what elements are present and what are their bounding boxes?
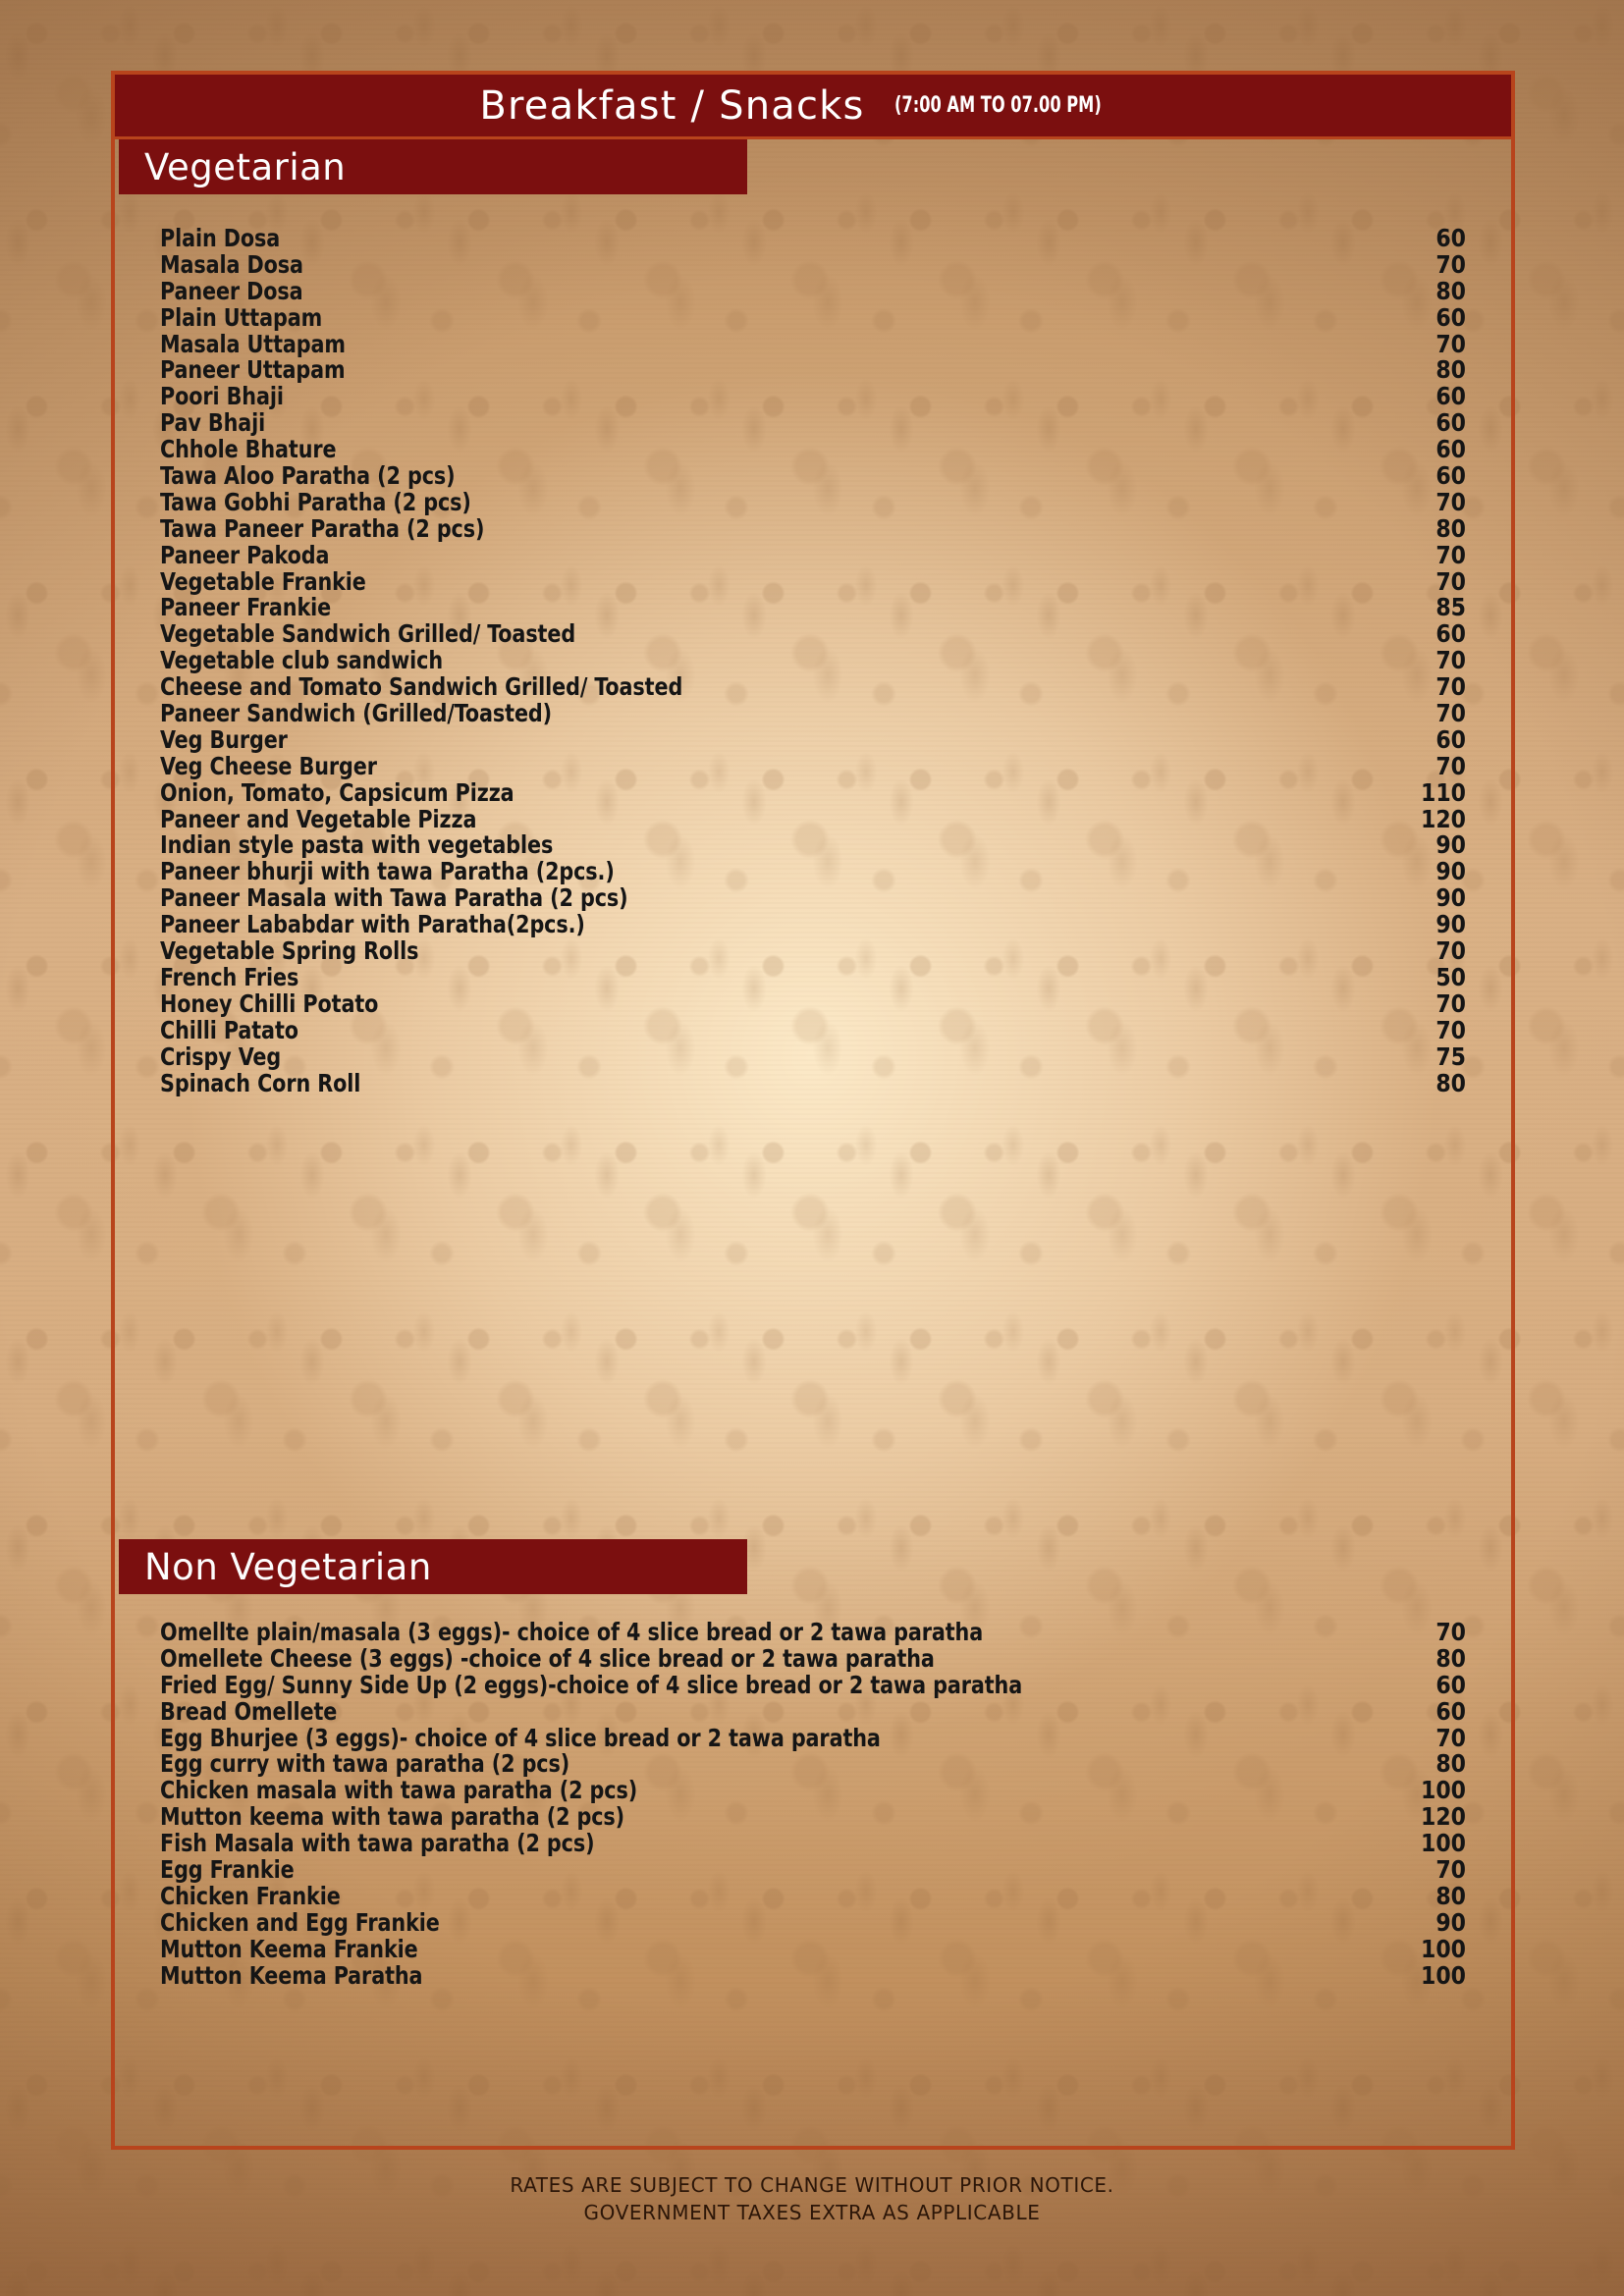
menu-item-name: Paneer Masala with Tawa Paratha (2 pcs): [160, 883, 628, 913]
menu-item-name: Vegetable club sandwich: [160, 646, 443, 675]
menu-item-name: Omellte plain/masala (3 eggs)- choice of 4 slice bread or 2 tawa paratha: [160, 1618, 984, 1646]
menu-item-price: 70: [1435, 329, 1466, 358]
menu-item-row: [160, 250, 1466, 277]
menu-item-name: Omellete Cheese (3 eggs) -choice of 4 slice bread or 2 tawa paratha: [160, 1643, 935, 1673]
menu-item-row: [160, 1618, 1466, 1644]
menu-item-price: 60: [1435, 224, 1466, 252]
menu-item-price: 70: [1435, 672, 1466, 702]
menu-item-row: [160, 1961, 1466, 1988]
menu-item-name: Fried Egg/ Sunny Side Up (2 eggs)-choice of 4 slice bread or 2 tawa paratha: [160, 1670, 1023, 1699]
menu-item-price: 60: [1435, 461, 1466, 491]
menu-item-row: [160, 1802, 1466, 1832]
menu-item-price: 100: [1420, 1829, 1466, 1858]
menu-item-row: [160, 1776, 1466, 1805]
service-hours-label: (7:00 AM TO 07.00 PM): [893, 93, 1102, 118]
menu-item-name: Chhole Bhature: [160, 435, 337, 464]
menu-item-row: [160, 1697, 1466, 1724]
menu-item-price: 70: [1435, 646, 1466, 675]
menu-item-price: 70: [1435, 1618, 1466, 1646]
menu-item-row: [160, 699, 1466, 728]
menu-item-row: [160, 408, 1466, 438]
menu-item-name: Paneer Sandwich (Grilled/Toasted): [160, 699, 553, 728]
menu-title-band: [115, 75, 1511, 139]
menu-item-price: 120: [1420, 804, 1466, 833]
menu-item-price: 80: [1435, 1749, 1466, 1779]
menu-item-name: Tawa Gobhi Paratha (2 pcs): [160, 487, 471, 516]
menu-item-row: [160, 646, 1466, 675]
menu-item-name: Chicken masala with tawa paratha (2 pcs): [160, 1776, 638, 1805]
menu-item-name: Vegetable Frankie: [160, 566, 366, 596]
menu-item-row: [160, 1644, 1466, 1671]
menu-item-row: [160, 1749, 1466, 1779]
menu-item-name: Chicken and Egg Frankie: [160, 1907, 440, 1937]
ribbon-notch: [686, 1539, 747, 1594]
menu-item-row: [160, 778, 1466, 805]
menu-item-name: Pav Bhaji: [160, 408, 266, 438]
menu-item-row: [160, 672, 1466, 702]
menu-item-row: [160, 1042, 1466, 1069]
menu-item-name: Chilli Patato: [160, 1015, 298, 1044]
menu-item-price: 60: [1435, 382, 1466, 411]
menu-item-name: Masala Dosa: [160, 249, 303, 279]
menu-item-name: Honey Chilli Potato: [160, 988, 379, 1018]
menu-item-row: [160, 1882, 1466, 1908]
menu-item-name: Paneer Lababdar with Paratha(2pcs.): [160, 910, 585, 939]
menu-item-row: [160, 1855, 1466, 1885]
menu-item-name: Plain Dosa: [160, 224, 281, 252]
menu-item-price: 70: [1435, 1723, 1466, 1752]
section-header-vegetarian: [119, 139, 747, 194]
menu-item-price: 70: [1435, 1855, 1466, 1885]
menu-item-price: 90: [1435, 857, 1466, 886]
menu-item-name: Egg curry with tawa paratha (2 pcs): [160, 1749, 570, 1779]
menu-item-price: 60: [1435, 1696, 1466, 1726]
menu-item-row: [160, 1069, 1466, 1095]
menu-item-price: 100: [1420, 1934, 1466, 1963]
menu-item-row: [160, 382, 1466, 411]
menu-item-name: Vegetable Spring Rolls: [160, 936, 419, 966]
menu-item-price: 100: [1420, 1776, 1466, 1805]
section-header-non-vegetarian: [119, 1539, 747, 1594]
menu-item-price: 90: [1435, 1907, 1466, 1937]
menu-item-price: 110: [1420, 777, 1466, 807]
menu-item-row: [160, 1935, 1466, 1961]
menu-item-price: 70: [1435, 751, 1466, 780]
non-vegetarian-item-list: [115, 1618, 1511, 1990]
menu-item-row: [160, 1671, 1466, 1697]
menu-item-price: 80: [1435, 1643, 1466, 1673]
menu-item-name: Paneer Uttapam: [160, 355, 346, 385]
menu-item-price: 70: [1435, 487, 1466, 516]
menu-item-row: [160, 1829, 1466, 1858]
menu-item-name: Plain Uttapam: [160, 302, 323, 332]
menu-item-row: [160, 910, 1466, 939]
menu-item-price: 60: [1435, 619, 1466, 649]
menu-item-price: 90: [1435, 830, 1466, 860]
menu-item-price: 50: [1435, 962, 1466, 991]
menu-item-name: Mutton Keema Frankie: [160, 1934, 418, 1963]
menu-item-name: Paneer and Vegetable Pizza: [160, 804, 477, 833]
menu-item-name: Crispy Veg: [160, 1041, 282, 1071]
menu-item-row: [160, 1908, 1466, 1935]
menu-item-name: Veg Cheese Burger: [160, 751, 377, 780]
menu-item-name: Indian style pasta with vegetables: [160, 830, 554, 860]
menu-item-row: [160, 303, 1466, 330]
menu-item-name: Paneer Dosa: [160, 276, 303, 305]
menu-item-price: 70: [1435, 936, 1466, 966]
menu-item-name: Spinach Corn Roll: [160, 1068, 361, 1097]
menu-item-price: 70: [1435, 566, 1466, 596]
page-title: Breakfast / Snacks: [479, 82, 865, 129]
menu-item-price: 60: [1435, 435, 1466, 464]
menu-item-name: Poori Bhaji: [160, 382, 284, 411]
menu-item-name: Cheese and Tomato Sandwich Grilled/ Toasted: [160, 672, 683, 702]
menu-item-row: [160, 830, 1466, 860]
menu-item-price: 80: [1435, 513, 1466, 543]
menu-item-price: 70: [1435, 988, 1466, 1018]
menu-item-row: [160, 461, 1466, 491]
menu-item-name: Paneer Frankie: [160, 593, 332, 622]
menu-item-price: 80: [1435, 276, 1466, 305]
menu-item-price: 80: [1435, 355, 1466, 385]
menu-item-price: 85: [1435, 593, 1466, 622]
footer-line-taxes: GOVERNMENT TAXES EXTRA AS APPLICABLE: [583, 2201, 1041, 2224]
menu-item-price: 60: [1435, 302, 1466, 332]
menu-item-name: Chicken Frankie: [160, 1881, 341, 1910]
menu-item-name: Masala Uttapam: [160, 329, 346, 358]
menu-item-row: [160, 567, 1466, 594]
section-title-vegetarian: Vegetarian: [144, 145, 347, 188]
menu-item-row: [160, 1016, 1466, 1042]
menu-item-price: 60: [1435, 724, 1466, 754]
footer-line-rates: RATES ARE SUBJECT TO CHANGE WITHOUT PRIOR NOTICE.: [510, 2173, 1114, 2197]
menu-item-price: 70: [1435, 249, 1466, 279]
menu-item-name: Bread Omellete: [160, 1696, 338, 1726]
menu-item-price: 70: [1435, 1015, 1466, 1044]
menu-item-price: 90: [1435, 910, 1466, 939]
menu-item-row: [160, 725, 1466, 752]
menu-item-price: 80: [1435, 1068, 1466, 1097]
menu-item-row: [160, 963, 1466, 989]
menu-item-row: [160, 1724, 1466, 1750]
menu-item-row: [160, 857, 1466, 886]
vegetarian-item-list: [115, 224, 1511, 1095]
menu-item-row: [160, 593, 1466, 622]
menu-item-row: [160, 330, 1466, 356]
menu-item-row: [160, 541, 1466, 567]
menu-item-price: 70: [1435, 699, 1466, 728]
menu-item-name: Vegetable Sandwich Grilled/ Toasted: [160, 619, 576, 649]
menu-item-row: [160, 883, 1466, 913]
menu-item-name: Egg Bhurjee (3 eggs)- choice of 4 slice bread or 2 tawa paratha: [160, 1723, 881, 1752]
menu-item-name: Tawa Paneer Paratha (2 pcs): [160, 513, 485, 543]
menu-item-name: Mutton Keema Paratha: [160, 1960, 423, 1990]
menu-item-row: [160, 936, 1466, 966]
menu-item-price: 120: [1420, 1802, 1466, 1832]
menu-item-name: Tawa Aloo Paratha (2 pcs): [160, 461, 456, 491]
menu-item-name: Egg Frankie: [160, 1855, 295, 1885]
menu-item-row: [160, 805, 1466, 831]
menu-item-name: Fish Masala with tawa paratha (2 pcs): [160, 1829, 595, 1858]
menu-item-price: 80: [1435, 1881, 1466, 1910]
menu-item-name: Mutton keema with tawa paratha (2 pcs): [160, 1802, 625, 1832]
menu-item-row: [160, 355, 1466, 385]
menu-item-price: 75: [1435, 1041, 1466, 1071]
menu-item-name: French Fries: [160, 962, 299, 991]
menu-item-name: Paneer Pakoda: [160, 540, 330, 569]
menu-item-price: 70: [1435, 540, 1466, 569]
menu-item-row: [160, 514, 1466, 541]
menu-card: [111, 71, 1515, 2150]
menu-item-name: Onion, Tomato, Capsicum Pizza: [160, 777, 514, 807]
menu-item-price: 100: [1420, 1960, 1466, 1990]
footer-disclaimer: [0, 2171, 1624, 2226]
section-title-non-vegetarian: Non Vegetarian: [144, 1545, 432, 1588]
menu-item-row: [160, 619, 1466, 649]
menu-item-row: [160, 435, 1466, 464]
menu-item-price: 90: [1435, 883, 1466, 913]
menu-item-price: 60: [1435, 1670, 1466, 1699]
ribbon-notch: [686, 139, 747, 194]
menu-item-name: Paneer bhurji with tawa Paratha (2pcs.): [160, 857, 615, 886]
menu-item-row: [160, 752, 1466, 778]
menu-item-row: [160, 488, 1466, 514]
menu-item-price: 60: [1435, 408, 1466, 438]
menu-item-row: [160, 224, 1466, 250]
menu-item-row: [160, 277, 1466, 303]
menu-item-name: Veg Burger: [160, 724, 288, 754]
menu-item-row: [160, 989, 1466, 1016]
